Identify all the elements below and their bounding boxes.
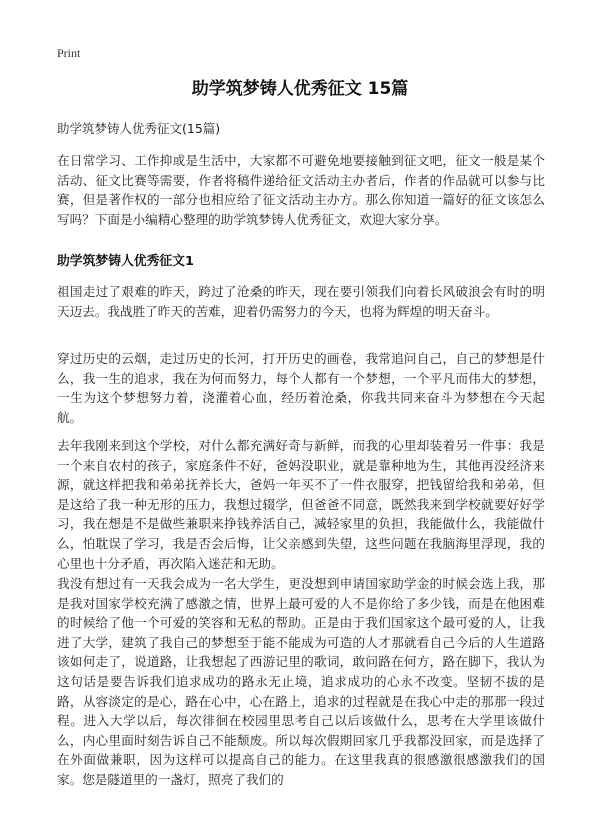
body-paragraph: 我没有想过有一天我会成为一名大学生，更没想到申请国家助学金的时候会选上我，那是我对国家学校充满了感激之情，世界上最可爱的人不是你给了多少钱，而是在他困难的时候给了他一个可爱的笑容和无私的帮助。正是由于我们国家这个最可爱的人，让我进了大学，建筑了我自己的梦想至于能不能成为可造的人才那就看自己今后的人生道路该如何走了，说道路，让我想起了西游记里的歌词，敢问路在何方，路在脚下，我认为这句话是要告诉我们追求成功的路永无止境，追求成功的心永不改变。坚韧不拔的是路，从容淡定的是心，路在心中，心在路上，追求的过程就是在我心中走的那那一段过程。进入大学以后，每次徘徊在校园里思考自己以后该做什么，思考在大学里该做什么，内心里面时刻告诉自己不能颓废。所以每次假期回家几乎我都没回家，而是选择了在外面做兼职，因为这样可以提高自己的能力。在这里我真的很感激很感激我们的国家。您是隧道里的一盏灯，照亮了我们的: [57, 576, 545, 787]
document-subtitle: 助学筑梦铸人优秀征文(15篇): [57, 121, 221, 136]
body-paragraph: 祖国走过了艰难的昨天，跨过了沧桑的昨天，现在要引领我们向着长风破浪会有时的明天迈去。我战胜了昨天的苦难，迎着仍需努力的今天，也将为辉煌的明天奋斗。: [57, 284, 545, 319]
body-paragraph: 去年我刚来到这个学校，对什么都充满好奇与新鲜，而我的心里却装着另一件事：我是一个来自农村的孩子，家庭条件不好，爸妈没职业，就是靠种地为生，其他再没经济来源，就这样把我和弟弟抚养长大，爸妈一年买不了一件衣服穿，把钱留给我和弟弟，但是这给了我一种无形的压力，我想过辍学，但爸爸不同意，既然我来到学校就要好好学习，我在想是不是做些兼职来挣钱养活自己，减轻家里的负担，我能做什么，我能做什么，怕耽误了学习，我是否会后悔，让父亲感到失望，这些问题在我脑海里浮现，我的心里也十分矛盾，再次陷入迷茫和无助。: [57, 438, 545, 571]
page-title: 助学筑梦铸人优秀征文 15篇: [191, 79, 409, 99]
intro-paragraph: 在日常学习、工作抑或是生活中，大家都不可避免地要接触到征文吧，征文一般是某个活动、征文比赛等需要，作者将稿件递给征文活动主办者后，作者的作品就可以参与比赛，但是著作权的一部分也相应给了征文活动主办方。那么你知道一篇好的征文该怎么写吗？下面是小编精心整理的助学筑梦铸人优秀征文，欢迎大家分享。: [57, 153, 545, 227]
print-link[interactable]: Print: [57, 46, 81, 60]
section-heading: 助学筑梦铸人优秀征文1: [57, 254, 194, 269]
body-paragraph: 穿过历史的云烟，走过历史的长河，打开历史的画卷，我常追问自己，自己的梦想是什么，我一生的追求，我在为何而努力，每个人都有一个梦想，一个平凡而伟大的梦想，一生为这个梦想努力着，浇灌着心血，经历着沧桑，你我共同来奋斗为梦想在今天起航。: [57, 351, 545, 425]
